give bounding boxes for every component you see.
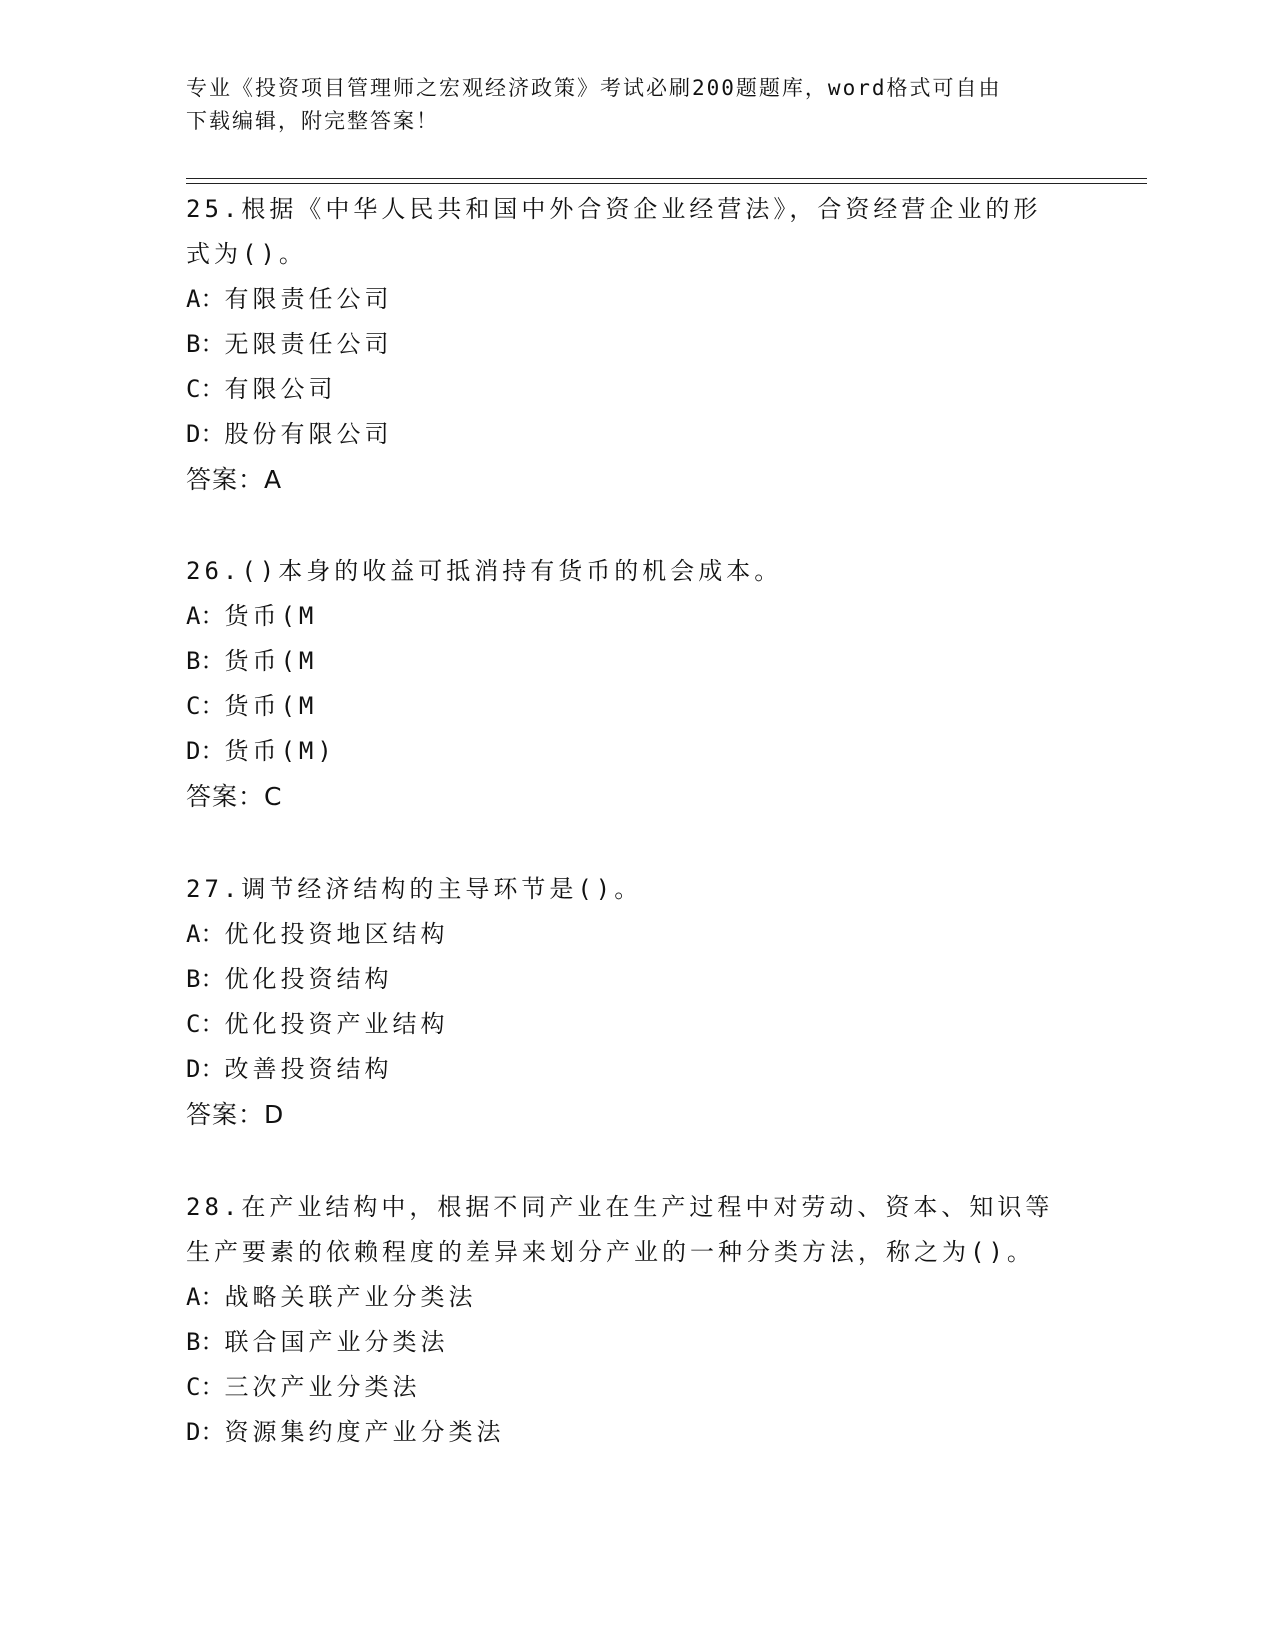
option-c [186,684,1066,729]
option-b [186,957,1066,1002]
option-label: D： [186,737,225,765]
option-d [186,729,1066,774]
option-label: A： [186,285,225,313]
option-a [186,594,1066,639]
question-stem-line: 28.在产业结构中，根据不同产业在生产过程中对劳动、资本、知识等 [186,1193,1054,1221]
option-text: 战略关联产业分类法 [224,1283,477,1311]
option-label: B： [186,647,225,675]
option-d [186,412,1066,457]
option-c [186,1002,1066,1047]
option-label: D： [186,1418,225,1446]
answer-line: 答案：C [186,782,283,811]
option-text: 优化投资产业结构 [224,1010,449,1038]
option-text: 联合国产业分类法 [224,1328,449,1356]
option-c [186,367,1066,412]
option-label: B： [186,1328,225,1356]
header-divider-top [186,178,1147,179]
option-label: C： [186,1373,225,1401]
question-26 [186,549,1066,819]
option-label: B： [186,965,225,993]
question-stem-line: 式为()。 [186,240,307,268]
option-text: 货币(M [224,692,318,720]
option-text: 有限责任公司 [224,285,393,313]
header-divider-bottom [186,183,1147,184]
option-text: 有限公司 [224,375,337,403]
option-label: C： [186,1010,225,1038]
option-b [186,322,1066,367]
option-c [186,1365,1066,1410]
answer-line: 答案：A [186,465,283,494]
option-b [186,639,1066,684]
option-text: 货币(M [224,602,318,630]
answer-line: 答案：D [186,1100,285,1129]
option-label: C： [186,692,225,720]
option-text: 股份有限公司 [224,420,393,448]
option-a [186,912,1066,957]
option-a [186,1275,1066,1320]
option-label: A： [186,920,225,948]
intro-line-1: 专业《投资项目管理师之宏观经济政策》考试必刷200题题库，word格式可自由 [186,76,1002,100]
intro-line-2: 下载编辑，附完整答案！ [186,109,439,133]
option-a [186,277,1066,322]
question-stem-line: 27.调节经济结构的主导环节是()。 [186,875,643,903]
option-d [186,1047,1066,1092]
question-stem-line: 25.根据《中华人民共和国中外合资企业经营法》，合资经营企业的形 [186,195,1042,223]
option-text: 无限责任公司 [224,330,393,358]
option-text: 优化投资地区结构 [224,920,449,948]
question-stem-line: 26.()本身的收益可抵消持有货币的机会成本。 [186,557,783,585]
option-label: A： [186,602,225,630]
document-header [186,72,1066,138]
option-b [186,1320,1066,1365]
option-label: D： [186,420,225,448]
option-label: B： [186,330,225,358]
option-text: 优化投资结构 [224,965,393,993]
option-text: 资源集约度产业分类法 [224,1418,505,1446]
question-28 [186,1185,1066,1455]
question-25 [186,187,1066,502]
option-text: 货币(M) [224,737,336,765]
option-label: A： [186,1283,225,1311]
option-text: 三次产业分类法 [224,1373,421,1401]
question-stem-line: 生产要素的依赖程度的差异来划分产业的一种分类方法，称之为()。 [186,1238,1035,1266]
option-d [186,1410,1066,1455]
question-27 [186,867,1066,1137]
option-label: C： [186,375,225,403]
option-text: 改善投资结构 [224,1055,393,1083]
option-text: 货币(M [224,647,318,675]
option-label: D： [186,1055,225,1083]
